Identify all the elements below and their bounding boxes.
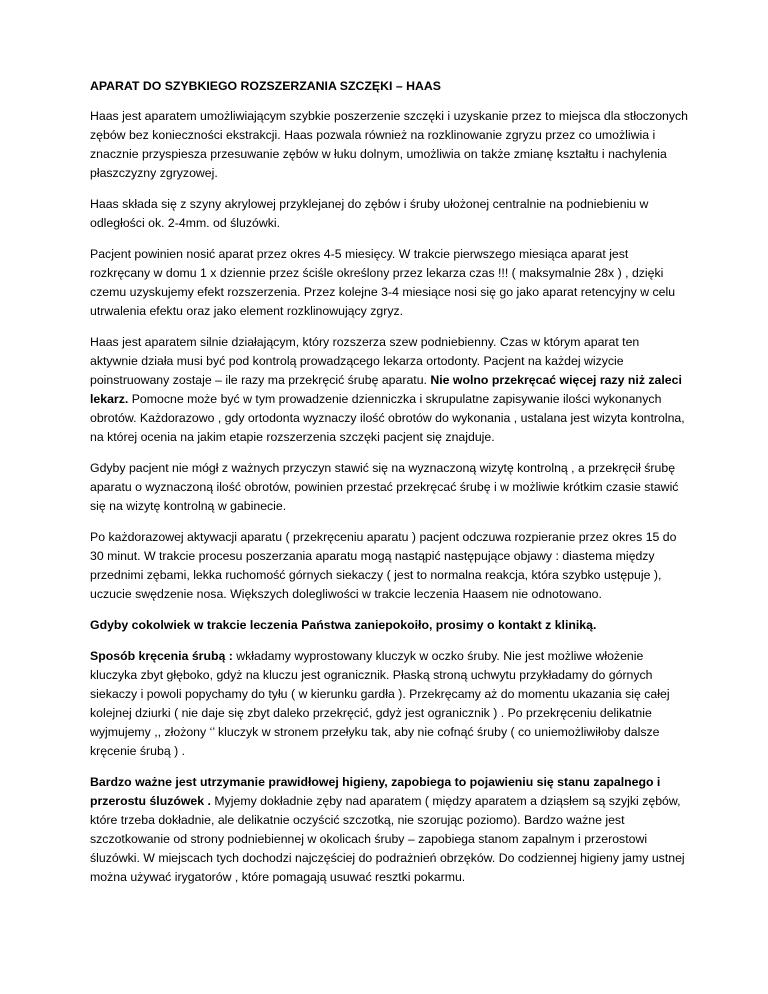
paragraph-symptoms: Po każdorazowej aktywacji aparatu ( przekręceniu aparatu ) pacjent odczuwa rozpieranie przez okres 15 do 30 minut. W trakcie procesu poszerzania aparatu mogą nastąpić następujące objawy : diastema między przednimi zębami, lekka ruchomość górnych siekaczy ( jest to normalna reakcja, która szybko ustępuje ), uczucie swędzenie nosa. Większych dolegliwości w trakcie leczenia Haasem nie odnotowano. — [90, 530, 677, 601]
paragraph-wearing-period: Pacjent powinien nosić aparat przez okres 4-5 miesięcy. W trakcie pierwszego miesiąca aparat jest rozkręcany w domu 1 x dziennie przez ściśle określony przez lekarza czas !!! ( maksymalnie 28x ) , dzięki czemu uzyskujemy efekt rozszerzenia. Przez kolejne 3-4 miesiące nosi się go jako aparat retencyjny w celu utrwalenia efektu oraz jako element rozklinowujący zgryz. — [90, 247, 676, 318]
paragraph-intro: Haas jest aparatem umożliwiającym szybkie poszerzenie szczęki i uzyskanie przez to miejsca dla stłoczonych zębów bez konieczności ekstrakcji. Haas pozwala również na rozklinowanie zgryzu przez co umożliwia i znacznie przyspiesza przesuwanie zębów w łuku dolnym, umożliwia on także zmianę kształtu i nachylenia płaszczyzny zgryzowej. — [90, 109, 689, 180]
document-title: APARAT DO SZYBKIEGO ROZSZERZANIA SZCZĘKI – HAAS — [90, 79, 441, 93]
paragraph-contact-text: Gdyby cokolwiek w trakcie leczenia Państwa zaniepokoiło, prosimy o kontakt z kliniką. — [90, 618, 597, 632]
paragraph-control — [90, 333, 688, 447]
paragraph-screw-turning — [90, 647, 688, 761]
paragraph-screw-turning-heading: Sposób kręcenia śrubą : — [90, 649, 233, 663]
paragraph-screw-turning-text: wkładamy wyprostowany kluczyk w oczko śruby. Nie jest możliwe włożenie kluczyka zbyt głęboko, gdyż na kluczu jest ogranicznik. Płaską stroną uchwytu przykładamy do górnych siekaczy i powoli popychamy do tyłu ( w kierunku gardła ). Przekręcamy aż do momentu ukazania się całej kolejnej dziurki ( nie daje się zbyt daleko przekręcić, gdyż jest ogranicznik ) . Po przekręceniu delikatnie wyjmujemy ,, złożony ‘’ kluczyk w stronem przełyku tak, aby nie cofnąć śruby ( co uniemożliwiłoby dalsze kręcenie śrubą ) . — [90, 649, 670, 758]
paragraph-hygiene-heading: Bardzo ważne jest utrzymanie prawidłowej higieny, zapobiega to pojawieniu się stanu zapalnego i przerostu śluzówek . — [90, 775, 661, 808]
paragraph-hygiene — [90, 773, 688, 887]
paragraph-missed-visit: Gdyby pacjent nie mógł z ważnych przyczyn stawić się na wyznaczoną wizytę kontrolną , a przekręcił śrubę aparatu o wyznaczoną ilość obrotów, powinien przestać przekręcać śrubę i w możliwie krótkim czasie stawić się na wizytę kontrolną w gabinecie. — [90, 461, 679, 513]
paragraph-control-text-b: Pomocne może być w tym prowadzenie dzienniczka i skrupulatne zapisywanie ilości wykonanych obrotów. Każdorazowo , gdy ortodonta wyznaczy ilość obrotów do wykonania , ustalana jest wizyta kontrolna, na której ocenia na jakim etapie rozszerzenia szczęki pacjent się znajduje. — [90, 392, 685, 444]
paragraph-control-warning: Nie wolno przekręcać więcej razy niż zaleci lekarz. — [90, 373, 682, 406]
paragraph-construction: Haas składa się z szyny akrylowej przyklejanej do zębów i śruby ułożonej centralnie na podniebieniu w odległości ok. 2-4mm. od śluzówki. — [90, 197, 649, 230]
paragraph-control-text-a: Haas jest aparatem silnie działającym, który rozszerza szew podniebienny. Czas w którym aparat ten aktywnie działa musi być pod kontrolą prowadzącego lekarza ortodonty. Pacjent na każdej wizycie poinstruowany zostaje – ile razy ma przekręcić śrubę aparatu. — [90, 335, 640, 387]
document-page — [90, 77, 688, 899]
paragraph-contact — [90, 616, 688, 635]
paragraph-hygiene-text: Myjemy dokładnie zęby nad aparatem ( między aparatem a dziąsłem są szyjki zębów, które trzeba dokładnie, ale delikatnie oczyścić szczotką, nie szorując poziomo). Bardzo ważne jest szczotkowanie od strony podniebiennej w okolicach śruby – zapobiega stanom zapalnym i przerostowi śluzówki. W miejscach tych dochodzi najczęściej do podrażnień obrzęków. Do codziennej higieny jamy ustnej można używać irygatorów , które pomagają usuwać resztki pokarmu. — [90, 794, 685, 884]
